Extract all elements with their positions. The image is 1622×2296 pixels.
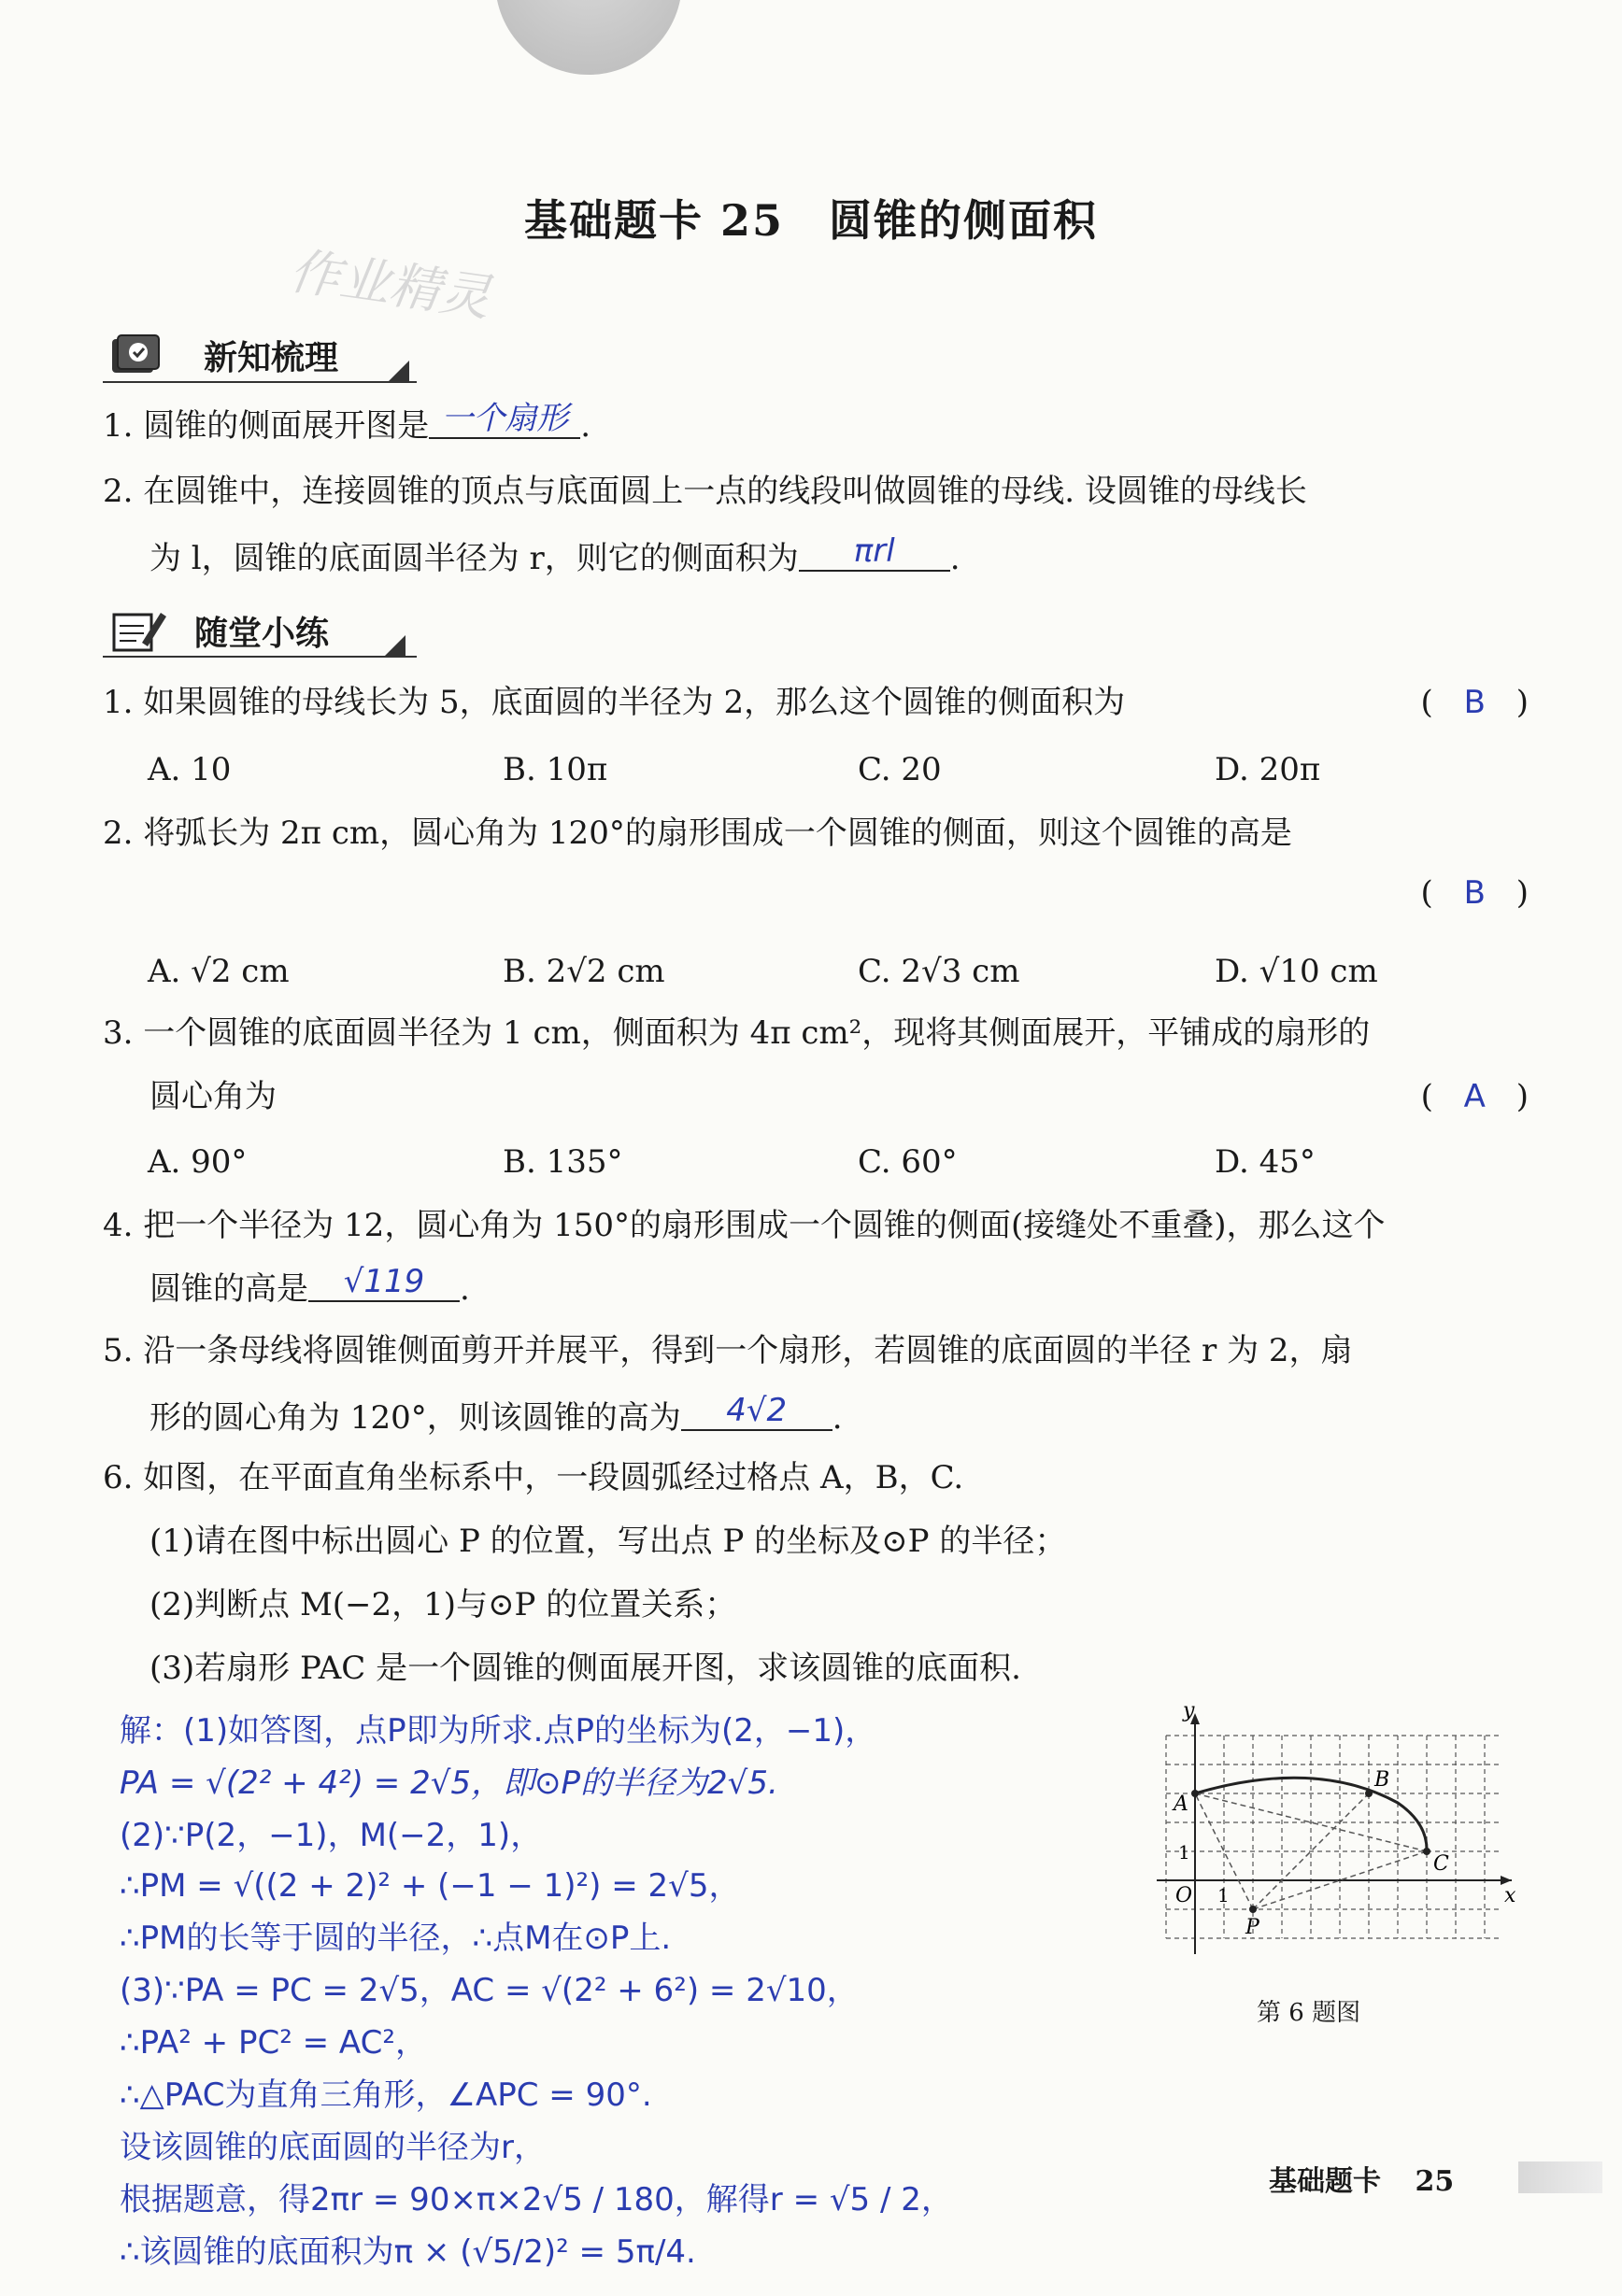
practice-q3-option-c: C. 60° — [858, 1143, 958, 1181]
watermark: 作业精灵 — [286, 241, 494, 328]
solution-line-8: ∴△PAC为直角三角形，∠APC = 90°. — [120, 2076, 652, 2114]
knowledge-q2-answer: πrl — [799, 532, 950, 572]
solution-line-4: ∴PM = √((2 + 2)² + (−1 − 1)²) = 2√5， — [120, 1867, 741, 1905]
practice-q1-option-b: B. 10π — [503, 751, 608, 788]
pencil-note-icon — [108, 605, 168, 658]
point-b-label: B — [1374, 1768, 1390, 1792]
point-c-label: C — [1433, 1852, 1449, 1876]
section-new-knowledge: 新知梳理 — [204, 339, 339, 377]
knowledge-q2-line2: 为 l，圆锥的底面圆半径为 r，则它的侧面积为 πrl . — [149, 532, 960, 577]
solution-line-10: 根据题意，得2πr = 90×π×2√5 / 180，解得r = √5 / 2， — [120, 2181, 953, 2218]
x-axis-label: x — [1504, 1884, 1516, 1907]
practice-q1-option-c: C. 20 — [858, 751, 942, 788]
y-tick-1: 1 — [1178, 1841, 1190, 1864]
practice-q3-option-a: A. 90° — [148, 1143, 248, 1181]
practice-q2-option-a: A. √2 cm — [148, 953, 290, 990]
practice-q5-answer: 4√2 — [681, 1392, 832, 1431]
section-corner-triangle — [389, 361, 409, 381]
practice-q2-answer: ( B ) — [1420, 874, 1529, 912]
knowledge-q1-answer: 一个扇形 — [429, 400, 580, 439]
solution-line-3: (2)∵P(2，−1)，M(−2，1)， — [120, 1817, 543, 1854]
footer-bar — [1518, 2161, 1602, 2193]
practice-q6-sub3: (3)若扇形 PAC 是一个圆锥的侧面展开图，求该圆锥的底面积. — [149, 1650, 1021, 1687]
footer-label: 基础题卡 25 — [1269, 2165, 1455, 2198]
origin-label: O — [1175, 1884, 1193, 1907]
solution-line-5: ∴PM的长等于圆的半径，∴点M在⊙P上. — [120, 1920, 672, 1957]
point-a-label: A — [1174, 1793, 1188, 1816]
practice-q1-option-a: A. 10 — [148, 751, 232, 788]
point-p-label: P — [1245, 1916, 1259, 1939]
solution-line-11: ∴该圆锥的底面积为π × (√5/2)² = 5π/4. — [120, 2233, 696, 2271]
practice-q6-sub1: (1)请在图中标出圆心 P 的位置，写出点 P 的坐标及⊙P 的半径； — [149, 1523, 1067, 1560]
practice-q6-text: 6. 如图，在平面直角坐标系中，一段圆弧经过格点 A，B，C. — [103, 1459, 964, 1496]
practice-q3-answer: ( A ) — [1420, 1078, 1529, 1115]
practice-q2-text: 2. 将弧长为 2π cm，圆心角为 120°的扇形围成一个圆锥的侧面，则这个圆锥的高是 — [103, 815, 1292, 852]
practice-q2-option-b: B. 2√2 cm — [503, 953, 665, 990]
practice-q4-answer: √119 — [308, 1263, 460, 1302]
practice-q1-text: 1. 如果圆锥的母线长为 5，底面圆的半径为 2，那么这个圆锥的侧面积为 — [103, 684, 1126, 721]
solution-line-6: (3)∵PA = PC = 2√5，AC = √(2² + 6²) = 2√10， — [120, 1972, 859, 2009]
practice-q4-text2: 圆锥的高是 √119 . — [149, 1263, 470, 1308]
knowledge-q2-line1: 2. 在圆锥中，连接圆锥的顶点与底面圆上一点的线段叫做圆锥的母线. 设圆锥的母线长 — [103, 473, 1307, 510]
practice-q3-option-b: B. 135° — [503, 1143, 623, 1181]
page-number: 25 — [1415, 2165, 1455, 2198]
solution-line-1: 解：(1)如答图，点P即为所求.点P的坐标为(2，−1)， — [120, 1712, 877, 1750]
section-corner-triangle — [385, 635, 406, 656]
practice-q2-option-c: C. 2√3 cm — [858, 953, 1020, 990]
practice-q3-text1: 3. 一个圆锥的底面圆半径为 1 cm，侧面积为 4π cm²，现将其侧面展开，平铺成的扇形的 — [103, 1014, 1371, 1052]
notebook-icon — [108, 332, 164, 382]
y-axis-label: y — [1183, 1702, 1195, 1722]
solution-line-7: ∴PA² + PC² = AC²， — [120, 2024, 427, 2062]
coordinate-figure — [1147, 1702, 1521, 1995]
practice-q3-text2: 圆心角为 — [149, 1078, 277, 1115]
section-underline — [103, 656, 417, 658]
section-underline — [103, 381, 417, 383]
top-decoration — [495, 0, 682, 75]
solution-line-2: PA = √(2² + 4²) = 2√5，即⊙P的半径为2√5. — [120, 1765, 778, 1802]
section-practice: 随堂小练 — [194, 615, 330, 653]
practice-q1-option-d: D. 20π — [1215, 751, 1321, 788]
practice-q6-sub2: (2)判断点 M(−2，1)与⊙P 的位置关系； — [149, 1586, 737, 1623]
x-tick-1: 1 — [1217, 1884, 1230, 1906]
page-title: 基础题卡 25 圆锥的侧面积 — [523, 195, 1099, 246]
solution-line-9: 设该圆锥的底面圆的半径为r， — [120, 2129, 546, 2166]
knowledge-q1: 1. 圆锥的侧面展开图是 一个扇形 . — [103, 400, 591, 445]
practice-q4-text1: 4. 把一个半径为 12，圆心角为 150°的扇形围成一个圆锥的侧面(接缝处不重叠)，那么这个 — [103, 1207, 1386, 1244]
practice-q1-answer: ( B ) — [1420, 684, 1529, 721]
figure-caption: 第 6 题图 — [1257, 1999, 1361, 2027]
practice-q3-option-d: D. 45° — [1215, 1143, 1316, 1181]
practice-q5-text2: 形的圆心角为 120°，则该圆锥的高为 4√2 . — [149, 1392, 843, 1437]
practice-q2-option-d: D. √10 cm — [1215, 953, 1378, 990]
practice-q5-text1: 5. 沿一条母线将圆锥侧面剪开并展平，得到一个扇形，若圆锥的底面圆的半径 r 为 2，扇 — [103, 1332, 1353, 1369]
